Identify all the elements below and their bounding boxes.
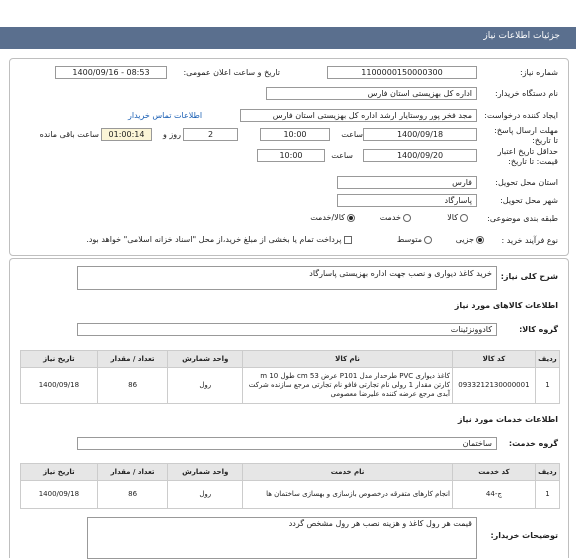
services-section-title: اطلاعات خدمات مورد نیاز: [457, 415, 558, 424]
services-table: [20, 463, 560, 509]
services-table-header: [21, 464, 560, 481]
buyer-contact-link[interactable]: اطلاعات تماس خریدار: [128, 111, 203, 120]
validity-date-field: 1400/09/20: [363, 149, 477, 162]
validity-time-label: ساعت: [331, 151, 353, 160]
cell-row: 1: [535, 368, 559, 404]
cell-qty: 86: [97, 368, 168, 404]
cell-code: ج-44: [452, 481, 535, 509]
col-qty: تعداد / مقدار: [97, 464, 168, 481]
category-option-goods[interactable]: کالا: [447, 213, 468, 222]
col-date: تاریخ نیاز: [21, 464, 98, 481]
announce-field: 1400/09/16 - 08:53: [55, 66, 167, 79]
goods-table-header: [21, 351, 560, 368]
cell-date: 1400/09/18: [21, 368, 98, 404]
category-option-service[interactable]: خدمت: [380, 213, 411, 222]
page-title: جزئیات اطلاعات نیاز: [483, 31, 560, 41]
validity-label: حداقل تاریخ اعتبار قیمت: تا تاریخ:: [497, 147, 558, 166]
validity-time-field: 10:00: [257, 149, 325, 162]
col-qty: تعداد / مقدار: [97, 351, 168, 368]
goods-group-label: گروه کالا:: [519, 325, 558, 334]
cell-row: 1: [535, 481, 559, 509]
need-summary-label: شرح کلی نیاز:: [500, 272, 558, 281]
buyer-org-field: اداره کل بهزیستی استان فارس: [266, 87, 477, 100]
category-option-goods-service[interactable]: کالا/خدمت: [310, 213, 355, 222]
radio-selected-icon: [347, 214, 355, 222]
category-label: طبقه بندی موضوعی:: [487, 214, 558, 223]
deadline-date-field: 1400/09/18: [363, 128, 477, 141]
col-date: تاریخ نیاز: [21, 351, 98, 368]
col-unit: واحد شمارش: [168, 351, 243, 368]
city-field: پاسارگاد: [337, 194, 477, 207]
table-row: [21, 368, 560, 404]
need-number-field: 1100000150000300: [327, 66, 477, 79]
creator-field: مجد فخر پور روستایار ارشد اداره کل بهزیستی استان فارس: [240, 109, 477, 122]
province-field: فارس: [337, 176, 477, 189]
goods-table: [20, 350, 560, 404]
cell-unit: رول: [168, 481, 243, 509]
col-code: کد خدمت: [452, 464, 535, 481]
city-label: شهر محل تحویل:: [500, 196, 558, 205]
page-header: [0, 0, 576, 50]
treasury-payment-checkbox[interactable]: پرداخت تمام یا بخشی از مبلغ خرید،از محل "اسناد خزانه اسلامی" خواهد بود.: [86, 235, 352, 244]
deadline-label: مهلت ارسال پاسخ: تا تاریخ:: [494, 126, 558, 145]
services-group-label: گروه خدمت:: [508, 439, 558, 448]
cell-name: کاغذ دیواری PVC طرحدار مدل P101 عرض 53 cm طول 10 m کارتن مقدار 1 رولی نام تجارتی فافو نام تجارتی مرجع سازنده شرکت آبدی مرجع عرضه کننده علیرضا معصومی: [243, 368, 453, 404]
radio-icon: [460, 214, 468, 222]
cell-code: 0933212130000001: [452, 368, 535, 404]
cell-date: 1400/09/18: [21, 481, 98, 509]
col-row: ردیف: [535, 351, 559, 368]
cell-name: انجام کارهای متفرقه درخصوص بازسازی و بهسازی ساختمان ها: [243, 481, 453, 509]
radio-icon: [403, 214, 411, 222]
process-label: نوع فرآیند خرید :: [501, 236, 558, 245]
col-unit: واحد شمارش: [168, 464, 243, 481]
days-field: 2: [183, 128, 238, 141]
col-row: ردیف: [535, 464, 559, 481]
col-name: نام کالا: [243, 351, 453, 368]
checkbox-icon: [344, 236, 352, 244]
process-option-minor[interactable]: جزیی: [456, 235, 484, 244]
radio-icon: [424, 236, 432, 244]
buyer-notes-field: قیمت هر رول کاغذ و هزینه نصب هر رول مشخص گردد: [87, 517, 477, 559]
deadline-time-label: ساعت: [341, 130, 363, 139]
cell-unit: رول: [168, 368, 243, 404]
buyer-notes-label: توضیحات خریدار:: [490, 531, 558, 540]
cell-qty: 86: [97, 481, 168, 509]
creator-label: ایجاد کننده درخواست:: [484, 111, 558, 120]
col-code: کد کالا: [452, 351, 535, 368]
remaining-time-field: 01:00:14: [101, 128, 152, 141]
need-number-label: شماره نیاز:: [520, 68, 558, 77]
buyer-org-label: نام دستگاه خریدار:: [495, 89, 558, 98]
col-name: نام خدمت: [243, 464, 453, 481]
services-group-field: ساختمان: [77, 437, 497, 450]
announce-label: تاریخ و ساعت اعلان عمومی:: [183, 68, 280, 77]
province-label: استان محل تحویل:: [495, 178, 558, 187]
need-summary-field: خرید کاغذ دیواری و نصب جهت اداره بهزیستی پاسارگاد: [77, 266, 497, 290]
deadline-time-field: 10:00: [260, 128, 330, 141]
remaining-label: ساعت باقی مانده: [39, 130, 99, 139]
table-row: [21, 481, 560, 509]
radio-selected-icon: [476, 236, 484, 244]
days-label: روز و: [163, 130, 181, 139]
process-option-medium[interactable]: متوسط: [397, 235, 432, 244]
goods-section-title: اطلاعات کالاهای مورد نیاز: [454, 301, 558, 310]
goods-group-field: کادوونزئینات: [77, 323, 497, 336]
